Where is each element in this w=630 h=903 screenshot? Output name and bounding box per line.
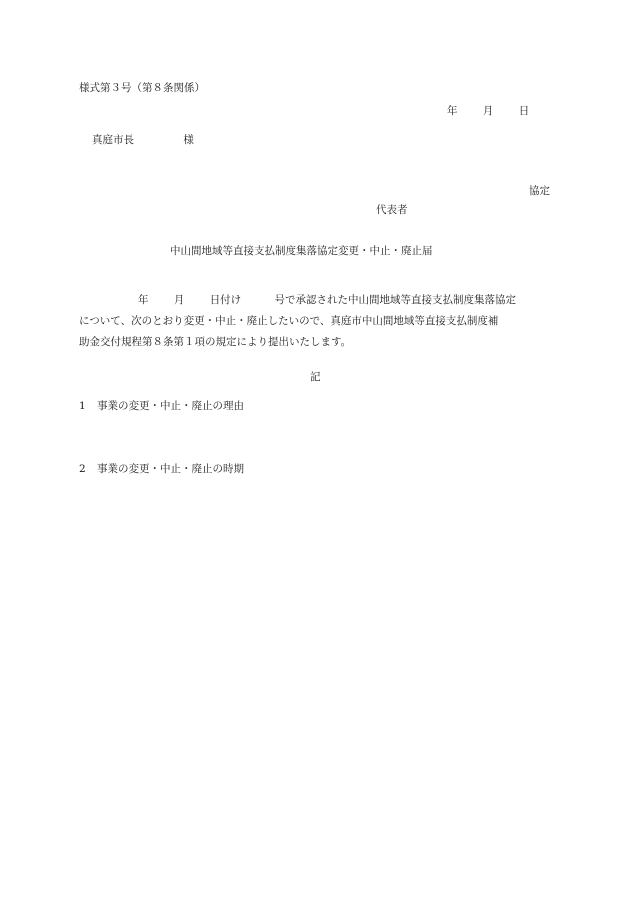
ki-heading: 記	[310, 371, 321, 383]
date-line	[447, 104, 529, 118]
body-line-1	[79, 290, 554, 311]
addressee-title: 真庭市長	[92, 134, 134, 146]
body-day: 日付け	[209, 294, 242, 306]
date-year: 年	[447, 105, 458, 117]
body-month: 月	[173, 294, 185, 306]
body-line-1-rest: 号で承認された中山間地域等直接支払制度集落協定	[274, 294, 517, 306]
date-month: 月	[482, 105, 494, 117]
form-number: 様式第３号（第８条関係）	[79, 82, 205, 94]
document-title: 中山間地域等直接支払制度集落協定変更・中止・廃止届	[170, 245, 433, 257]
item-2-number: 2	[79, 463, 86, 475]
sender-representative: 代表者	[376, 204, 408, 216]
item-2-label: 事業の変更・中止・廃止の時期	[97, 463, 245, 475]
item-2	[79, 462, 244, 476]
sender-agreement: 協定	[529, 185, 550, 197]
body-paragraph	[79, 290, 554, 353]
body-year: 年	[138, 294, 149, 306]
body-line-2: について、次のとおり変更・中止・廃止したいので、真庭市中山間地域等直接支払制度補	[79, 315, 499, 327]
item-1-number: 1	[79, 400, 86, 412]
item-1	[79, 399, 244, 413]
addressee-honorific: 様	[183, 134, 194, 146]
addressee-line	[92, 133, 194, 147]
body-line-3: 助金交付規程第８条第１項の規定により提出いたします。	[79, 336, 352, 348]
item-1-label: 事業の変更・中止・廃止の理由	[97, 400, 245, 412]
date-day: 日	[518, 105, 530, 117]
